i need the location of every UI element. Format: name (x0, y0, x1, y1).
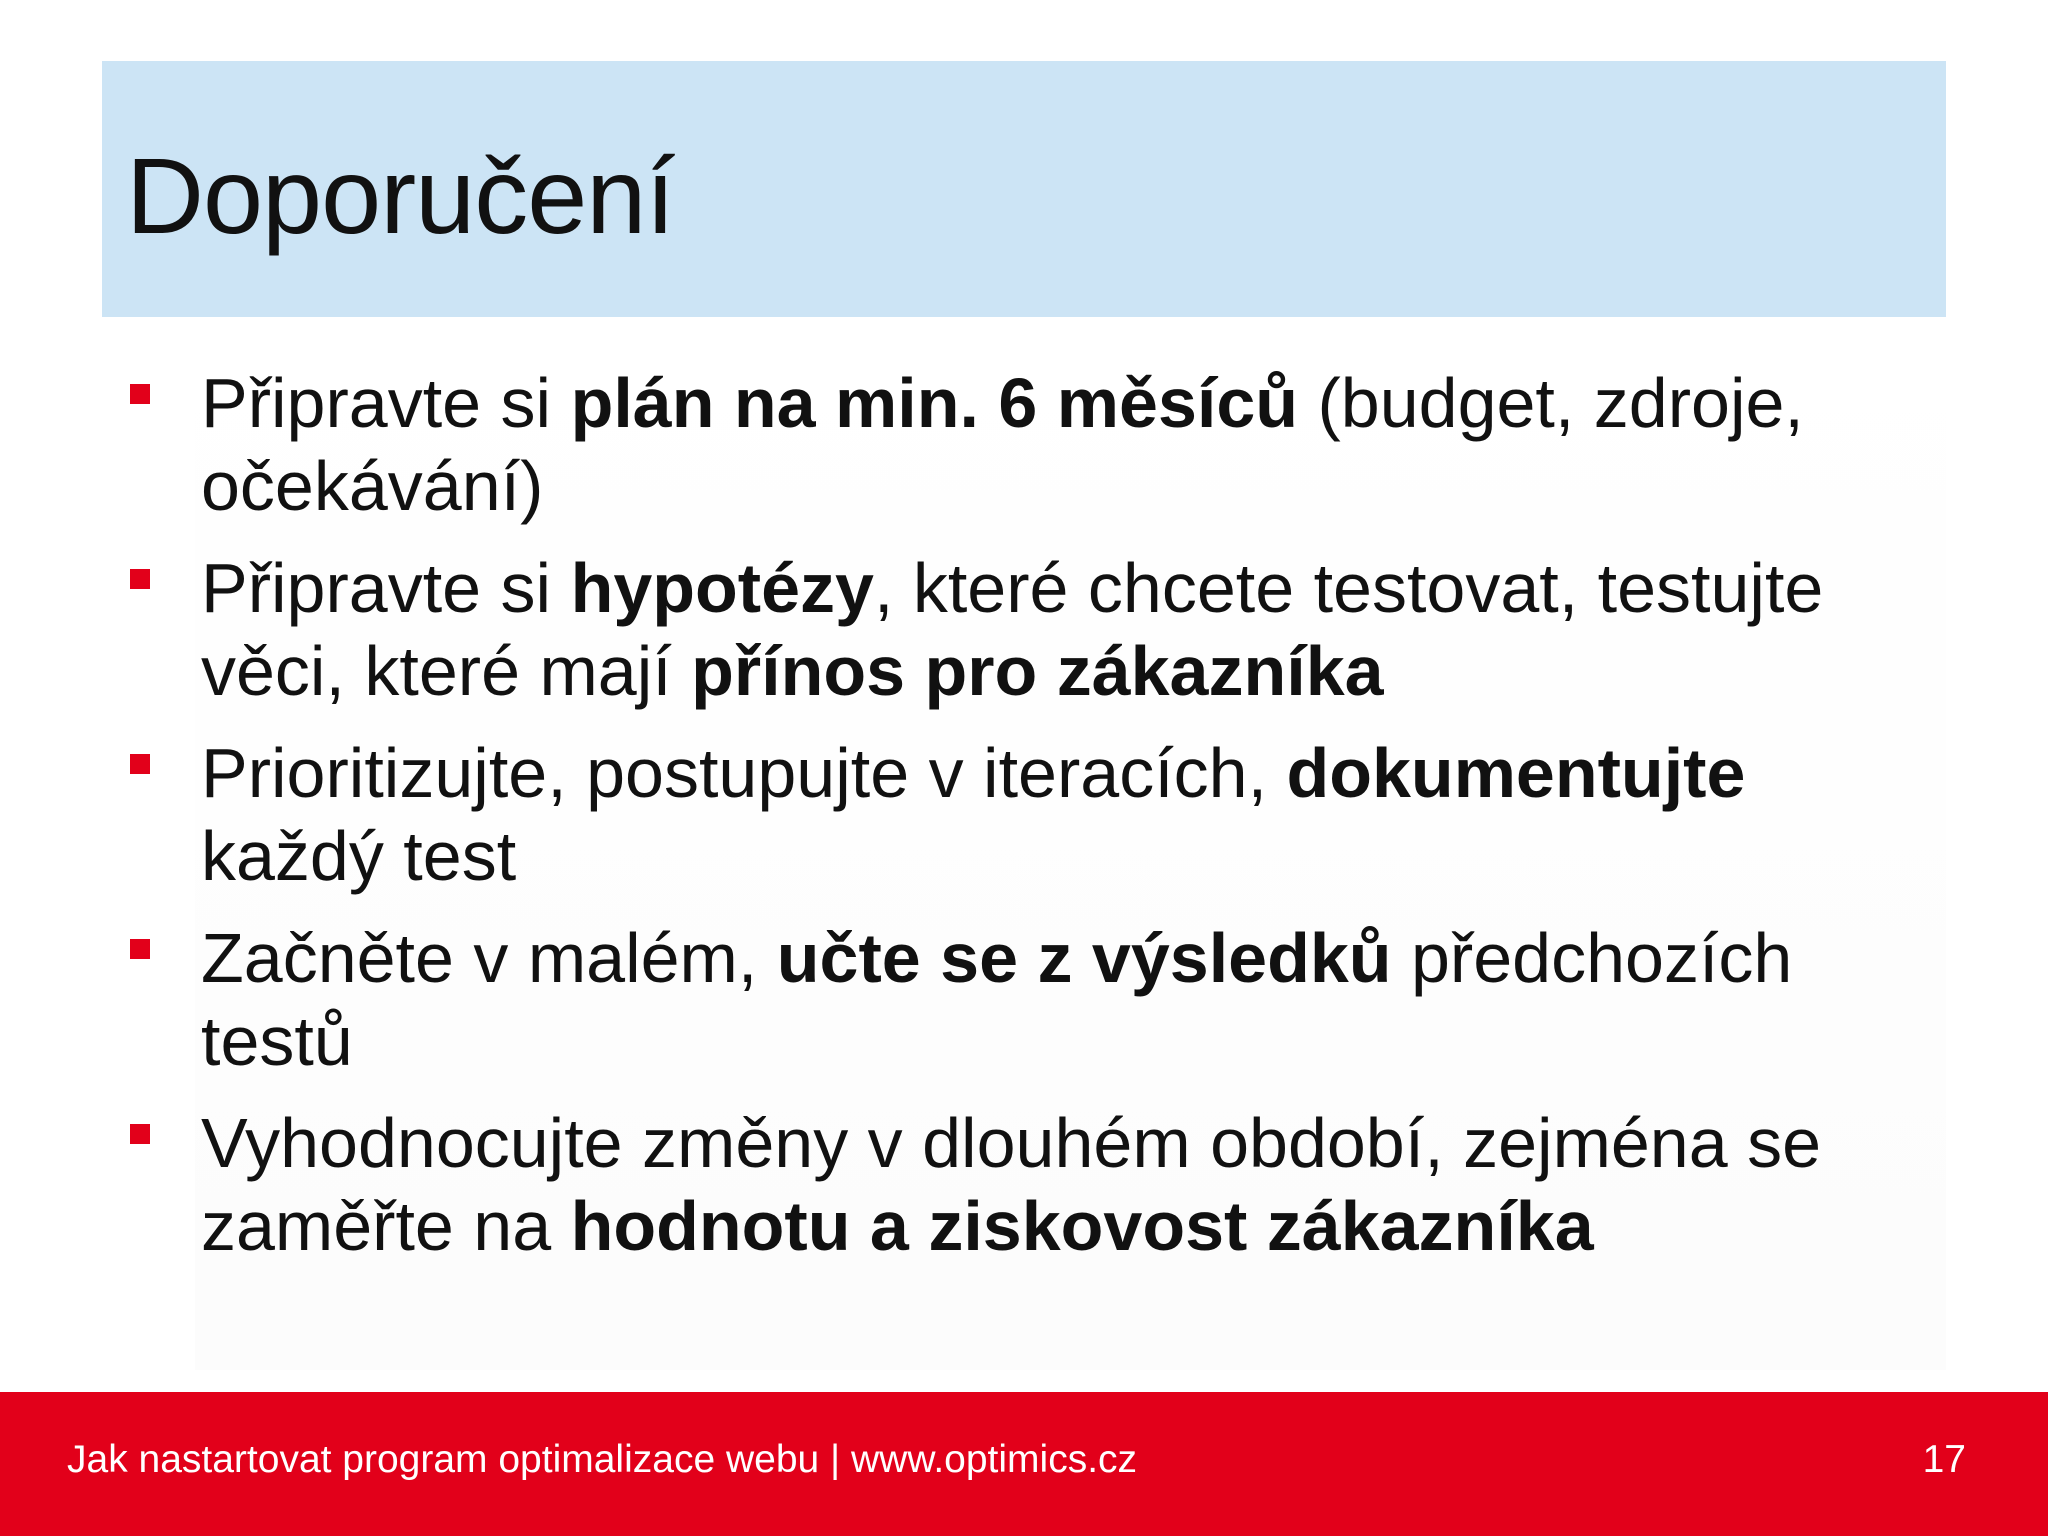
bullet-text-part: , které chcete testovat, testujte věci, které mají (201, 549, 1824, 710)
bullet-text-part: Připravte si (201, 364, 571, 442)
bullet-marker-icon (130, 939, 150, 959)
bullet-text-part: Prioritizujte, postupujte v iteracích, (201, 734, 1287, 812)
bullet-emphasis: přínos pro zákazníka (691, 632, 1384, 710)
bullet-emphasis: hodnotu a ziskovost zákazníka (570, 1187, 1594, 1265)
bullet-emphasis: dokumentujte (1286, 734, 1746, 812)
title-band (102, 61, 1946, 317)
bullet-text-part: Začněte v malém, (201, 919, 777, 997)
bullet-item (128, 732, 1938, 898)
bullet-marker-icon (130, 1124, 150, 1144)
bullet-emphasis: učte se z výsledků (776, 919, 1392, 997)
bullet-marker-icon (130, 569, 150, 589)
bullet-item (128, 1102, 1938, 1268)
bullet-text-part: každý test (201, 817, 517, 895)
bullet-text-part: předchozích testů (201, 919, 1793, 1080)
bullet-marker-icon (130, 384, 150, 404)
bullet-marker-icon (130, 754, 150, 774)
footer-text: Jak nastartovat program optimalizace webu | www.optimics.cz (67, 1438, 1138, 1481)
bullet-item (128, 917, 1938, 1083)
bullet-item (128, 547, 1938, 713)
bullet-item (128, 362, 1938, 528)
bullet-text-part: (budget, zdroje, očekávání) (201, 364, 1804, 525)
bullet-emphasis: plán na min. 6 měsíců (570, 364, 1299, 442)
footer-bar (0, 1392, 2048, 1536)
bullet-text-part: Připravte si (201, 549, 571, 627)
page-number: 17 (1922, 1438, 1966, 1481)
bullet-emphasis: hypotézy (570, 549, 874, 627)
slide-title: Doporučení (126, 135, 675, 256)
bullet-text-part: Vyhodnocujte změny v dlouhém období, zejména se zaměřte na (201, 1104, 1822, 1265)
bullet-list (128, 362, 1938, 1287)
